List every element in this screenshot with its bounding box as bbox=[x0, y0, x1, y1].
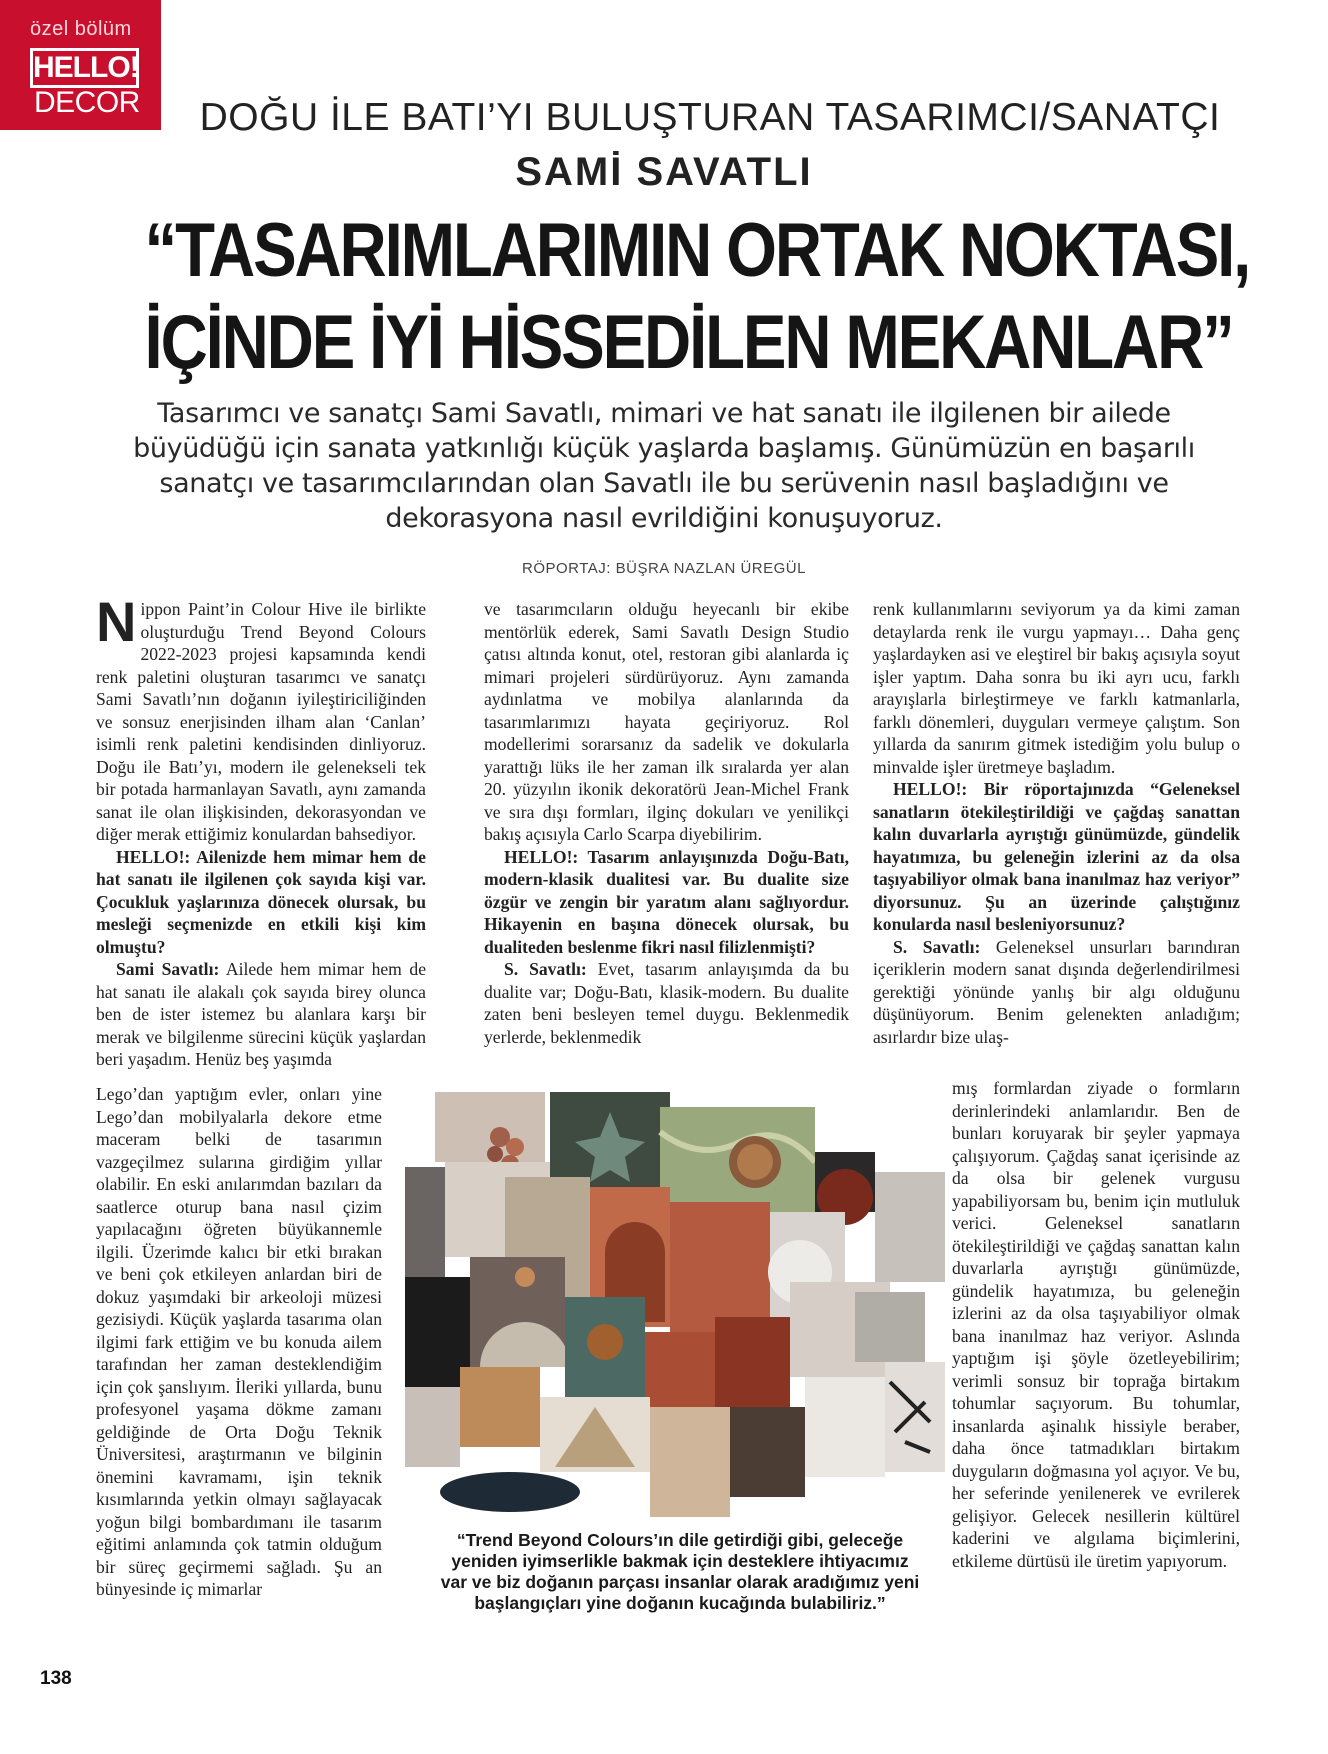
answer-1 bbox=[96, 958, 426, 1071]
column-2-paragraph: ve tasarımcıların olduğu heyecanlı bir ekibe mentörlük ederek, Sami Savatlı Design Studio çatısı altında konut, otel, restoran gibi alanlarda iç mimari projeleri sürdürüyoruz. Aynı zamanda aydınlatma ve mobilya alanlarında da tasarımlarımızı hayata geçiriyoruz. Rol modellerimi sorarsanız da sadelik ve dokularla yarattığı lüks ile her zaman ilk sıralarda yer alan 20. yüzyılın ikonik dekoratörü Jean-Michel Frank ve sıra dışı formları, ilginç dokuları ve yenilikçi bakış açısıyla Carlo Scarpa diyebilirim. bbox=[484, 599, 849, 844]
answer-2 bbox=[484, 958, 849, 1048]
answer-3-speaker: S. Savatlı: bbox=[893, 936, 981, 957]
answer-3 bbox=[873, 936, 1240, 1049]
pull-quote: “Trend Beyond Colours’ın dile getirdiği gibi, geleceğe yeniden iyimserlikle bakmak için desteklere ihtiyacımız var ve biz doğanın parçası insanlar olarak aradığımız yeni başlangıçları yine doğanın kucağında bulabiliriz.” bbox=[440, 1530, 920, 1613]
answer-1-text: Ailede hem mimar hem de hat sanatı ile alakalı çok sayıda birey olunca ben de ister istemez bu alanlara karşı bir merak ve bilgilenme sürecini küçük yaşlardan beri yaşadım. Henüz beş yaşımda bbox=[96, 959, 426, 1069]
article-column-1-continued bbox=[96, 1083, 382, 1601]
question-3: HELLO!: Bir röportajınızda “Geleneksel sanatların ötekileştirildiği ve çağdaş sanattan kalın duvarlarla ayrıştığı günümüzde, gündelik hayatımıza, bu geleneğin izlerini az da olsa taşıyabiliyor olmak bana inanılmaz haz veriyor” diyorsunuz. Şu an üzerinde çalıştığınız konularda nasıl besleniyorsunuz? bbox=[873, 779, 1240, 934]
lede: Tasarımcı ve sanatçı Sami Savatlı, mimari ve hat sanatı ile ilgilenen bir ailede büyüdüğü için sanata yatkınlığı küçük yaşlarda başlamış. Günümüzün en başarılı sanatçı ve tasarımcılarından olan Savatlı ile bu serüvenin nasıl başladığını ve dekorasyona nasıl evrildiğini konuşuyoruz. bbox=[133, 398, 1195, 534]
intro-paragraph bbox=[96, 590, 426, 846]
hello-decor-badge bbox=[0, 0, 161, 130]
decor-label: DECOR bbox=[34, 86, 140, 119]
byline: RÖPORTAJ: BÜŞRA NAZLAN ÜREGÜL bbox=[521, 560, 806, 577]
headline-line-2: İÇİNDE İYİ HİSSEDİLEN MEKANLAR” bbox=[144, 300, 1233, 385]
answer-3-continued: mış formlardan ziyade o formların derinlerindeki anlamlarıdır. Ben de bunları koruyarak bir şeyler yapmaya çalışıyorum. Çağdaş sanat içerisinde az da olsa bir gelenek vurgusu yapabiliyorsam bu, benim için mutluluk verici. Geleneksel sanatların ötekileştirildiği ve çağdaş sanattan kalın duvarlarla ayrıştığı günümüzde, gündelik hayatımıza, bu geleneğin izlerini az da olsa taşıyabiliyor olmak bana inanılmaz haz veriyor. Aslında yaptığım işi şöyle özetleyebilirim; verimli sonsuz bir toprağa birtakım tohumlar saçıyorum. Bu tohumlar, insanlarda aşinalık hissiyle beraber, daha önce tatmadıkları birtakım duyguların doğmasına yol açıyor. Ve bu, her seferinde yenilenerek ve evrilerek gelişiyor. Gelecek nesillerin kültürel kaderini ve algılama biçimlerini, etkileme dürtüsü ile üretim yapıyorum. bbox=[952, 1078, 1240, 1571]
question-1: HELLO!: Ailenizde hem mimar hem de hat sanatı ile ilgilenen çok sayıda kişi var. Çocukluk yaşlarınıza dönecek olursak, bu mesleği seçmenizde en etkili kişi kim olmuştu? bbox=[96, 846, 426, 957]
answer-2-text: Evet, tasarım anlayışımda da bu dualite var; Doğu-Batı, klasik-modern. Bu dualite zaten beni besleyen temel duygu. Beklenmedik yerlerde, beklenmedik bbox=[484, 959, 849, 1047]
question-2: HELLO!: Tasarım anlayışınızda Doğu-Batı, modern-klasik dualitesi var. Bu dualite size özgür ve zengin bir yaratım alanı sağlıyordur. Hikayenin en başına dönecek olursak, bu dualiteden beslenme fikri nasıl filizlenmişti? bbox=[484, 846, 849, 957]
headline bbox=[144, 205, 1250, 389]
page-number: 138 bbox=[40, 1668, 72, 1689]
answer-1-speaker: Sami Savatlı: bbox=[116, 959, 220, 979]
hello-logo: HELLO! bbox=[30, 48, 139, 88]
answer-1-continued: Lego’dan yaptığım evler, onları yine Lego’dan mobilyalarla dekore etme maceram belki de tasarımın vazgeçilmez sularına girdiğim yıllar olabilir. En eski anılarımdan bazıları da saatlerce oturup bana nasıl çizim yapılacağını öğreten büyükannemle ilgili. Üzerimde kalıcı bir etki bırakan ve beni çok etkileyen anlardan biri de dokuz yaşımdaki bir arkeoloji müzesi gezisiydi. Küçük yaşlarda tasarıma olan ilgimi fark ettiğim ve bu konuda ailem tarafından her zaman desteklendiğim için çok şanslıyım. İleriki yıllarda, bunu profesyonel yaşama dökme zamanı geldiğinde de Orta Doğu Teknik Üniversitesi, araştırmanın ve bilginin önemini kavramamı, işin teknik kısımlarında yetkin olmayı sağlayacak yoğun bilgi bombardımanı ile tasarım eğitimi anlamında çok tatmin olduğum bir süreç geçirmemi sağladı. Şu an bünyesinde iç mimarlar bbox=[96, 1084, 382, 1599]
article-column-3-continued bbox=[952, 1077, 1240, 1572]
moodboard-image bbox=[405, 1092, 945, 1527]
article-column-1 bbox=[96, 590, 426, 1071]
headline-line-1: “TASARIMLARIMIN ORTAK NOKTASI, bbox=[144, 208, 1250, 293]
answer-2-speaker: S. Savatlı: bbox=[504, 959, 587, 979]
kicker: DOĞU İLE BATI’YI BULUŞTURAN TASARIMCI/SANATÇI bbox=[199, 96, 1221, 139]
subject-name: SAMİ SAVATLI bbox=[515, 150, 813, 194]
article-column-2 bbox=[484, 598, 849, 1048]
answer-3-text: Geleneksel unsurları barındıran içeriklerin modern sanat dışında değerlendirilmesi gerektiği yönünde yanlış bir algı olduğunu düşünüyorum. Benim gelenekten anladığım; asırlardır bize ulaş- bbox=[873, 936, 1240, 1047]
moodboard-collage bbox=[405, 1092, 945, 1527]
column-3-paragraph: renk kullanımlarını seviyorum ya da kimi zaman detaylarda renk ile vurgu yapmayı… Daha genç yaşlardayken asi ve eleştirel bir bakış açısıyla soyut işler yaptım. Daha sonra bu iki ayrı ucu, farklı arayışlarla birleştirmeye ve farklı katmanlarla, farklı dönemleri, duyguları vermeye çalıştım. Son yıllarda da sanırım gitmek istediğim yolu bulup o minvalde işler üretmeye başladım. bbox=[873, 599, 1240, 777]
section-label: özel bölüm bbox=[30, 18, 132, 40]
intro-text: ippon Paint’in Colour Hive ile birlikte oluşturduğu Trend Beyond Colours 2022-2023 projesi kapsamında kendi renk paletini oluşturan tasarımcı ve sanatçı Sami Savatlı’nın doğanın iyileştiriciliğinden ve sonsuz enerjisinden ilham alan ‘Canlan’ isimli renk paletini kendisinden dinliyoruz. Doğu ile Batı’yı, modern ile gelenekseli tek bir potada harmanlayan Savatlı, aynı zamanda sanat ile olan ilişkisinden, dekorasyondan ve diğer merak ettiğimiz konulardan bahsediyor. bbox=[96, 599, 426, 844]
article-column-3 bbox=[873, 598, 1240, 1048]
drop-cap: N bbox=[96, 590, 137, 653]
